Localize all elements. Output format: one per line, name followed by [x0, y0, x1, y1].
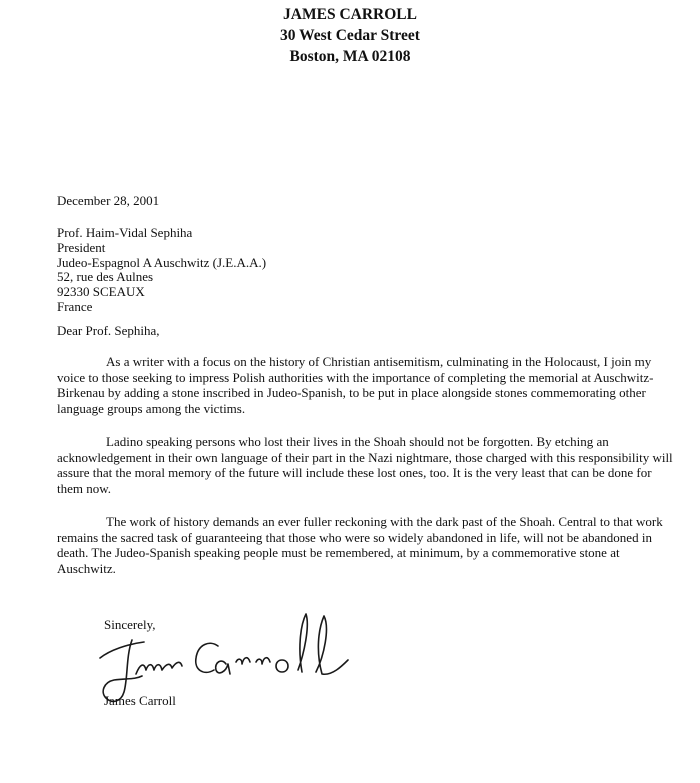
letterhead-city: Boston, MA 02108 [289, 48, 411, 65]
recipient-title: President [57, 239, 106, 255]
letterhead [0, 4, 700, 67]
paragraph-line: least that can be done for them now. [57, 465, 652, 496]
paragraph-line: Ladino speaking persons who lost their lives in the Shoah should not be forgotten. By etching an [106, 434, 609, 449]
recipient-street: 52, rue des Aulnes [57, 269, 154, 285]
closing: Sincerely, [104, 617, 156, 632]
body-paragraph-1 [57, 354, 675, 416]
letterhead-street: 30 West Cedar Street [280, 27, 420, 44]
paragraph-line: commemorative stone at Auschwitz. [57, 545, 620, 576]
recipient-address [57, 226, 266, 315]
recipient-organization: Judeo-Espagnol A Auschwitz (J.E.A.A.) [57, 254, 267, 270]
paragraph-line: join my voice to those seeking to impress Polish authorities with the importance of completing the [57, 354, 652, 385]
salutation: Dear Prof. Sephiha, [57, 323, 160, 338]
paragraph-line: The work of history demands an ever fuller reckoning with the dark past of the Shoah. Central to [106, 514, 614, 529]
paragraph-line: that work remains the sacred task of guaranteeing that those who were so widely abandoned in life, will not [57, 514, 663, 545]
typed-signature-name: James Carroll [104, 693, 176, 708]
letter-date: December 28, 2001 [57, 193, 160, 208]
paragraph-line: be abandoned in death. The Judeo-Spanish speaking people must be remembered, at minimum, by a [57, 529, 652, 560]
recipient-country: France [57, 298, 93, 314]
handwritten-signature [86, 606, 376, 706]
paragraph-line: acknowledgement in their own language of their part in the Nazi nightmare, those charged with this [57, 449, 579, 465]
paragraph-line: As a writer with a focus on the history of Christian antisemitism, culminating in the Holocaust, I [106, 354, 612, 369]
paragraph-line: memorial at Auschwitz-Birkenau by adding a stone inscribed in Judeo-Spanish, to be put in place alongside [57, 369, 654, 400]
paragraph-line: stones commemorating other language groups among the victims. [57, 385, 646, 416]
recipient-name: Prof. Haim-Vidal Sephiha [57, 225, 193, 240]
recipient-city: 92330 SCEAUX [57, 284, 145, 300]
body-paragraph-2 [57, 434, 675, 496]
paragraph-line: responsibility will assure that the moral memory of the future will include these lost ones, too. It is the very [57, 449, 673, 480]
letterhead-name: JAMES CARROLL [283, 6, 417, 23]
body-paragraph-3 [57, 514, 675, 576]
